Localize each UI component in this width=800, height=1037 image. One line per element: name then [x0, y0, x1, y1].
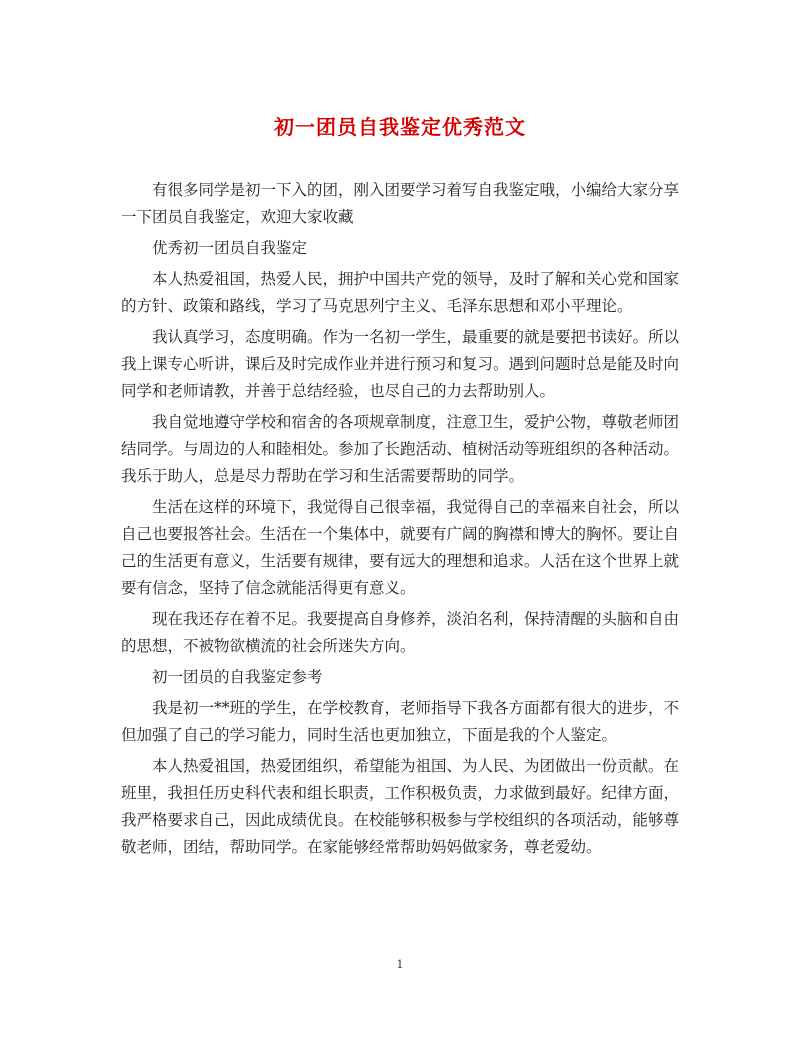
section-heading: 初一团员的自我鉴定参考 [152, 668, 323, 686]
body-paragraph: 我是初一**班的学生，在学校教育，老师指导下我各方面都有很大的进步，不但加强了自己的学习能力，同时生活也更加独立，下面是我的个人鉴定。 [121, 699, 680, 744]
body-paragraph: 生活在这样的环境下，我觉得自己很幸福，我觉得自己的幸福来自社会，所以自己也要报答社会。生活在一个集体中，就要有广阔的胸襟和博大的胸怀。要让自己的生活更有意义，生活要有规律，要有远大的理想和追求。人活在这个世界上就要有信念，坚持了信念就能活得更有意义。 [121, 498, 680, 597]
section-heading: 优秀初一团员自我鉴定 [152, 239, 308, 257]
body-paragraph: 本人热爱祖国，热爱人民，拥护中国共产党的领导，及时了解和关心党和国家的方针、政策和路线，学习了马克思列宁主义、毛泽东思想和邓小平理论。 [121, 270, 680, 315]
body-paragraph: 我自觉地遵守学校和宿舍的各项规章制度，注意卫生，爱护公物，尊敬老师团结同学。与周边的人和睦相处。参加了长跑活动、植树活动等班组织的各种活动。我乐于助人，总是尽力帮助在学习和生活需要帮助的同学。 [121, 413, 680, 485]
document-title: 初一团员自我鉴定优秀范文 [274, 115, 526, 139]
page-number: 1 [396, 958, 404, 971]
body-paragraph: 我认真学习，态度明确。作为一名初一学生，最重要的就是要把书读好。所以我上课专心听讲，课后及时完成作业并进行预习和复习。遇到问题时总是能及时向同学和老师请教，并善于总结经验，也尽自己的力去帮助别人。 [121, 328, 680, 400]
document-body [121, 177, 679, 865]
body-paragraph: 本人热爱祖国，热爱团组织，希望能为祖国、为人民、为团做出一份贡献。在班里，我担任历史科代表和组长职责，工作积极负责，力求做到最好。纪律方面，我严格要求自己，因此成绩优良。在校能够积极参与学校组织的各项活动，能够尊敬老师，团结，帮助同学。在家能够经常帮助妈妈做家务，尊老爱幼。 [121, 757, 680, 856]
intro-paragraph: 有很多同学是初一下入的团，刚入团要学习着写自我鉴定哦，小编给大家分享一下团员自我鉴定，欢迎大家收藏 [121, 181, 680, 226]
body-paragraph: 现在我还存在着不足。我要提高自身修养，淡泊名利，保持清醒的头脑和自由的思想，不被物欲横流的社会所迷失方向。 [121, 610, 680, 655]
